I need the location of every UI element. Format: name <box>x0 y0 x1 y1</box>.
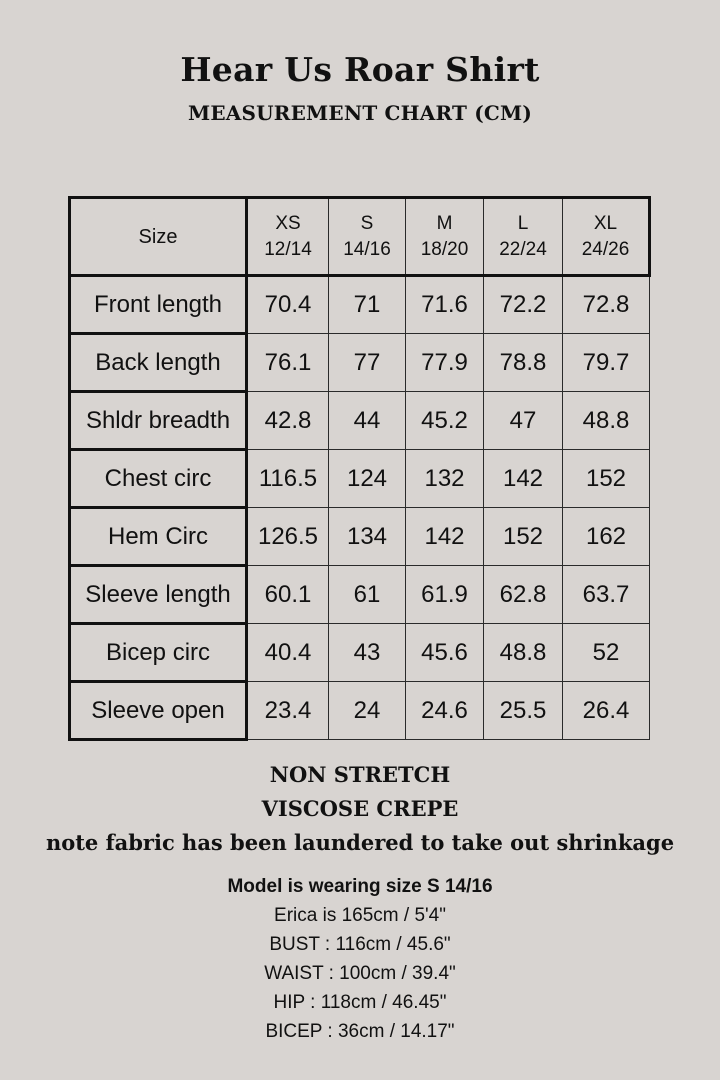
table-row-bicep-circ <box>70 624 650 682</box>
fabric-stretch-note: NON STRETCH <box>269 762 451 787</box>
table-cell: 162 <box>563 508 650 566</box>
table-cell: 124 <box>329 450 406 508</box>
size-number: 12/14 <box>264 238 312 260</box>
model-hip: HIP : 118cm / 46.45" <box>273 992 447 1013</box>
table-cell: 47 <box>484 392 563 450</box>
laundering-note: note fabric has been laundered to take out shrinkage <box>45 830 675 855</box>
size-header-s <box>329 198 406 276</box>
table-row-back-length <box>70 334 650 392</box>
row-label: Back length <box>70 334 247 392</box>
row-label: Sleeve open <box>70 682 247 740</box>
row-label: Chest circ <box>70 450 247 508</box>
size-number: 24/26 <box>581 238 630 260</box>
table-cell: 42.8 <box>247 392 329 450</box>
table-cell: 77.9 <box>406 334 484 392</box>
size-number: 14/16 <box>343 238 391 260</box>
size-header-m <box>406 198 484 276</box>
table-cell: 48.8 <box>563 392 650 450</box>
table-cell: 60.1 <box>247 566 329 624</box>
table-cell: 72.8 <box>563 276 650 334</box>
measurement-table <box>68 196 651 741</box>
table-cell: 152 <box>484 508 563 566</box>
size-header-l <box>484 198 563 276</box>
table-cell: 72.2 <box>484 276 563 334</box>
size-code: L <box>517 212 529 234</box>
table-cell: 61.9 <box>406 566 484 624</box>
table-cell: 62.8 <box>484 566 563 624</box>
size-number: 22/24 <box>499 238 547 260</box>
size-column-header: Size <box>70 198 247 276</box>
page-title: Hear Us Roar Shirt <box>180 50 540 89</box>
table-cell: 25.5 <box>484 682 563 740</box>
row-label: Front length <box>70 276 247 334</box>
table-cell: 24.6 <box>406 682 484 740</box>
table-cell: 52 <box>563 624 650 682</box>
model-bust: BUST : 116cm / 45.6" <box>269 934 451 955</box>
table-cell: 45.6 <box>406 624 484 682</box>
size-header-xs <box>247 198 329 276</box>
table-cell: 71 <box>329 276 406 334</box>
table-cell: 24 <box>329 682 406 740</box>
model-waist: WAIST : 100cm / 39.4" <box>264 963 456 984</box>
row-label: Shldr breadth <box>70 392 247 450</box>
model-info <box>0 872 720 1046</box>
table-cell: 26.4 <box>563 682 650 740</box>
table-header-row <box>70 198 650 276</box>
table-row-hem-circ <box>70 508 650 566</box>
fabric-notes <box>0 758 720 860</box>
table-cell: 71.6 <box>406 276 484 334</box>
table-cell: 152 <box>563 450 650 508</box>
table-row-sleeve-open <box>70 682 650 740</box>
table-cell: 23.4 <box>247 682 329 740</box>
table-cell: 77 <box>329 334 406 392</box>
table-cell: 61 <box>329 566 406 624</box>
table-cell: 63.7 <box>563 566 650 624</box>
table-cell: 142 <box>406 508 484 566</box>
page-subtitle: MEASUREMENT CHART (CM) <box>188 101 532 125</box>
size-code: S <box>360 212 374 234</box>
size-code: XS <box>275 212 301 234</box>
table-cell: 40.4 <box>247 624 329 682</box>
fabric-type-note: VISCOSE CREPE <box>261 796 459 821</box>
size-number: 18/20 <box>420 238 469 260</box>
table-cell: 45.2 <box>406 392 484 450</box>
table-cell: 134 <box>329 508 406 566</box>
table-cell: 78.8 <box>484 334 563 392</box>
table-cell: 76.1 <box>247 334 329 392</box>
table-row-sleeve-length <box>70 566 650 624</box>
row-label: Sleeve length <box>70 566 247 624</box>
size-header-xl <box>563 198 650 276</box>
table-cell: 132 <box>406 450 484 508</box>
table-row-front-length <box>70 276 650 334</box>
row-label: Bicep circ <box>70 624 247 682</box>
table-cell: 44 <box>329 392 406 450</box>
table-cell: 43 <box>329 624 406 682</box>
table-cell: 116.5 <box>247 450 329 508</box>
table-cell: 126.5 <box>247 508 329 566</box>
table-cell: 70.4 <box>247 276 329 334</box>
table-cell: 79.7 <box>563 334 650 392</box>
model-bicep: BICEP : 36cm / 14.17" <box>265 1021 455 1042</box>
size-code: XL <box>593 212 618 234</box>
row-label: Hem Circ <box>70 508 247 566</box>
model-height: Erica is 165cm / 5'4" <box>274 905 446 926</box>
size-code: M <box>436 212 453 234</box>
model-size-heading: Model is wearing size S 14/16 <box>227 876 493 897</box>
table-cell: 48.8 <box>484 624 563 682</box>
table-row-shoulder-breadth <box>70 392 650 450</box>
table-row-chest-circ <box>70 450 650 508</box>
table-cell: 142 <box>484 450 563 508</box>
